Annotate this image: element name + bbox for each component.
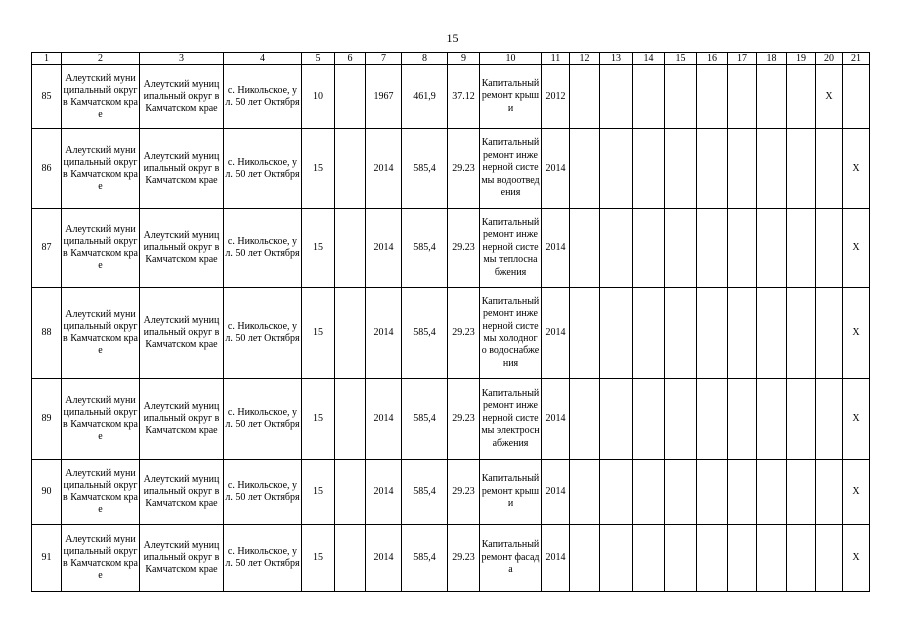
cell-col-7: 1967 [366, 65, 402, 129]
cell-col-20: Х [816, 65, 843, 129]
cell-col-14 [633, 209, 665, 288]
cell-col-13 [600, 379, 633, 460]
cell-col-3: Алеутский муниципальный округ в Камчатском крае [140, 379, 224, 460]
cell-col-11: 2014 [542, 379, 570, 460]
cell-col-19 [787, 460, 816, 525]
column-number-17: 17 [728, 53, 757, 65]
cell-col-13 [600, 129, 633, 209]
cell-col-14 [633, 460, 665, 525]
cell-col-13 [600, 209, 633, 288]
cell-col-2: Алеутский муниципальный округ в Камчатском крае [62, 129, 140, 209]
column-number-11: 11 [542, 53, 570, 65]
cell-col-2: Алеутский муниципальный округ в Камчатском крае [62, 288, 140, 379]
cell-col-21: Х [843, 209, 870, 288]
cell-col-4: с. Никольское, ул. 50 лет Октября [224, 129, 302, 209]
cell-col-6 [335, 129, 366, 209]
cell-col-4: с. Никольское, ул. 50 лет Октября [224, 379, 302, 460]
cell-col-9: 29.23 [448, 379, 480, 460]
cell-col-12 [570, 460, 600, 525]
cell-col-8: 585,4 [402, 525, 448, 592]
cell-col-20 [816, 288, 843, 379]
column-number-8: 8 [402, 53, 448, 65]
cell-col-19 [787, 129, 816, 209]
column-number-15: 15 [665, 53, 697, 65]
cell-col-11: 2014 [542, 460, 570, 525]
column-number-14: 14 [633, 53, 665, 65]
cell-col-8: 585,4 [402, 460, 448, 525]
column-number-3: 3 [140, 53, 224, 65]
cell-col-4: с. Никольское, ул. 50 лет Октября [224, 460, 302, 525]
cell-col-16 [697, 379, 728, 460]
cell-col-3: Алеутский муниципальный округ в Камчатском крае [140, 129, 224, 209]
cell-col-5: 15 [302, 460, 335, 525]
table-row [32, 525, 870, 592]
table-row [32, 209, 870, 288]
cell-col-12 [570, 288, 600, 379]
cell-col-15 [665, 209, 697, 288]
cell-col-14 [633, 129, 665, 209]
column-number-2: 2 [62, 53, 140, 65]
column-number-row [32, 53, 870, 65]
cell-col-3: Алеутский муниципальный округ в Камчатском крае [140, 288, 224, 379]
cell-col-1: 88 [32, 288, 62, 379]
table-row [32, 379, 870, 460]
cell-col-16 [697, 129, 728, 209]
cell-col-2: Алеутский муниципальный округ в Камчатском крае [62, 525, 140, 592]
cell-col-6 [335, 209, 366, 288]
cell-col-6 [335, 288, 366, 379]
cell-col-4: с. Никольское, ул. 50 лет Октября [224, 525, 302, 592]
cell-col-1: 89 [32, 379, 62, 460]
cell-col-11: 2014 [542, 525, 570, 592]
column-number-20: 20 [816, 53, 843, 65]
cell-col-20 [816, 129, 843, 209]
page-number: 15 [446, 31, 459, 45]
cell-col-8: 585,4 [402, 209, 448, 288]
cell-col-9: 29.23 [448, 525, 480, 592]
cell-col-7: 2014 [366, 209, 402, 288]
cell-col-14 [633, 288, 665, 379]
cell-col-21: Х [843, 129, 870, 209]
cell-col-3: Алеутский муниципальный округ в Камчатском крае [140, 525, 224, 592]
cell-col-11: 2014 [542, 209, 570, 288]
cell-col-21: Х [843, 379, 870, 460]
column-number-10: 10 [480, 53, 542, 65]
cell-col-15 [665, 460, 697, 525]
cell-col-11: 2014 [542, 129, 570, 209]
column-number-1: 1 [32, 53, 62, 65]
cell-col-16 [697, 288, 728, 379]
cell-col-16 [697, 525, 728, 592]
cell-col-9: 29.23 [448, 209, 480, 288]
cell-col-12 [570, 525, 600, 592]
cell-col-4: с. Никольское, ул. 50 лет Октября [224, 209, 302, 288]
cell-col-8: 585,4 [402, 288, 448, 379]
cell-col-5: 15 [302, 288, 335, 379]
cell-col-18 [757, 379, 787, 460]
cell-col-13 [600, 525, 633, 592]
cell-col-20 [816, 209, 843, 288]
cell-col-12 [570, 65, 600, 129]
column-number-4: 4 [224, 53, 302, 65]
cell-col-15 [665, 288, 697, 379]
cell-col-19 [787, 65, 816, 129]
cell-col-10: Капитальный ремонт инженерной системы холодного водоснабжения [480, 288, 542, 379]
cell-col-8: 461,9 [402, 65, 448, 129]
cell-col-17 [728, 129, 757, 209]
cell-col-10: Капитальный ремонт крыши [480, 65, 542, 129]
column-number-18: 18 [757, 53, 787, 65]
cell-col-5: 15 [302, 129, 335, 209]
cell-col-12 [570, 129, 600, 209]
table-row [32, 65, 870, 129]
cell-col-12 [570, 379, 600, 460]
cell-col-17 [728, 288, 757, 379]
cell-col-9: 37.12 [448, 65, 480, 129]
cell-col-3: Алеутский муниципальный округ в Камчатском крае [140, 209, 224, 288]
cell-col-5: 15 [302, 209, 335, 288]
cell-col-9: 29.23 [448, 460, 480, 525]
registry-table [31, 52, 870, 592]
cell-col-18 [757, 65, 787, 129]
cell-col-16 [697, 65, 728, 129]
cell-col-6 [335, 379, 366, 460]
cell-col-10: Капитальный ремонт инженерной системы электроснабжения [480, 379, 542, 460]
cell-col-2: Алеутский муниципальный округ в Камчатском крае [62, 460, 140, 525]
cell-col-1: 91 [32, 525, 62, 592]
table-row [32, 460, 870, 525]
cell-col-6 [335, 460, 366, 525]
cell-col-4: с. Никольское, ул. 50 лет Октября [224, 288, 302, 379]
cell-col-15 [665, 65, 697, 129]
cell-col-10: Капитальный ремонт инженерной системы водоотведения [480, 129, 542, 209]
cell-col-6 [335, 65, 366, 129]
cell-col-21: Х [843, 525, 870, 592]
cell-col-1: 87 [32, 209, 62, 288]
cell-col-1: 90 [32, 460, 62, 525]
column-number-7: 7 [366, 53, 402, 65]
cell-col-6 [335, 525, 366, 592]
cell-col-7: 2014 [366, 288, 402, 379]
cell-col-11: 2014 [542, 288, 570, 379]
cell-col-5: 10 [302, 65, 335, 129]
cell-col-19 [787, 209, 816, 288]
cell-col-7: 2014 [366, 460, 402, 525]
cell-col-2: Алеутский муниципальный округ в Камчатском крае [62, 379, 140, 460]
cell-col-9: 29.23 [448, 129, 480, 209]
cell-col-7: 2014 [366, 525, 402, 592]
column-number-6: 6 [335, 53, 366, 65]
cell-col-21: Х [843, 288, 870, 379]
cell-col-18 [757, 525, 787, 592]
cell-col-9: 29.23 [448, 288, 480, 379]
column-number-16: 16 [697, 53, 728, 65]
cell-col-17 [728, 65, 757, 129]
cell-col-17 [728, 209, 757, 288]
cell-col-3: Алеутский муниципальный округ в Камчатском крае [140, 460, 224, 525]
cell-col-13 [600, 460, 633, 525]
cell-col-15 [665, 129, 697, 209]
cell-col-17 [728, 379, 757, 460]
cell-col-18 [757, 288, 787, 379]
cell-col-1: 86 [32, 129, 62, 209]
cell-col-13 [600, 288, 633, 379]
cell-col-19 [787, 288, 816, 379]
cell-col-12 [570, 209, 600, 288]
table-row [32, 129, 870, 209]
column-number-9: 9 [448, 53, 480, 65]
cell-col-14 [633, 525, 665, 592]
cell-col-5: 15 [302, 379, 335, 460]
cell-col-4: с. Никольское, ул. 50 лет Октября [224, 65, 302, 129]
cell-col-20 [816, 525, 843, 592]
cell-col-18 [757, 460, 787, 525]
column-number-13: 13 [600, 53, 633, 65]
cell-col-15 [665, 379, 697, 460]
cell-col-2: Алеутский муниципальный округ в Камчатском крае [62, 65, 140, 129]
cell-col-2: Алеутский муниципальный округ в Камчатском крае [62, 209, 140, 288]
table-row [32, 288, 870, 379]
cell-col-7: 2014 [366, 379, 402, 460]
cell-col-18 [757, 129, 787, 209]
cell-col-14 [633, 379, 665, 460]
cell-col-10: Капитальный ремонт инженерной системы теплоснабжения [480, 209, 542, 288]
cell-col-11: 2012 [542, 65, 570, 129]
cell-col-5: 15 [302, 525, 335, 592]
column-number-12: 12 [570, 53, 600, 65]
cell-col-16 [697, 460, 728, 525]
cell-col-21: Х [843, 460, 870, 525]
cell-col-7: 2014 [366, 129, 402, 209]
cell-col-10: Капитальный ремонт крыши [480, 460, 542, 525]
cell-col-10: Капитальный ремонт фасада [480, 525, 542, 592]
column-number-21: 21 [843, 53, 870, 65]
cell-col-1: 85 [32, 65, 62, 129]
cell-col-17 [728, 525, 757, 592]
cell-col-18 [757, 209, 787, 288]
cell-col-8: 585,4 [402, 129, 448, 209]
cell-col-19 [787, 525, 816, 592]
cell-col-16 [697, 209, 728, 288]
cell-col-15 [665, 525, 697, 592]
cell-col-8: 585,4 [402, 379, 448, 460]
column-number-19: 19 [787, 53, 816, 65]
cell-col-17 [728, 460, 757, 525]
cell-col-19 [787, 379, 816, 460]
cell-col-3: Алеутский муниципальный округ в Камчатском крае [140, 65, 224, 129]
column-number-5: 5 [302, 53, 335, 65]
cell-col-13 [600, 65, 633, 129]
cell-col-20 [816, 460, 843, 525]
cell-col-21 [843, 65, 870, 129]
cell-col-14 [633, 65, 665, 129]
cell-col-20 [816, 379, 843, 460]
